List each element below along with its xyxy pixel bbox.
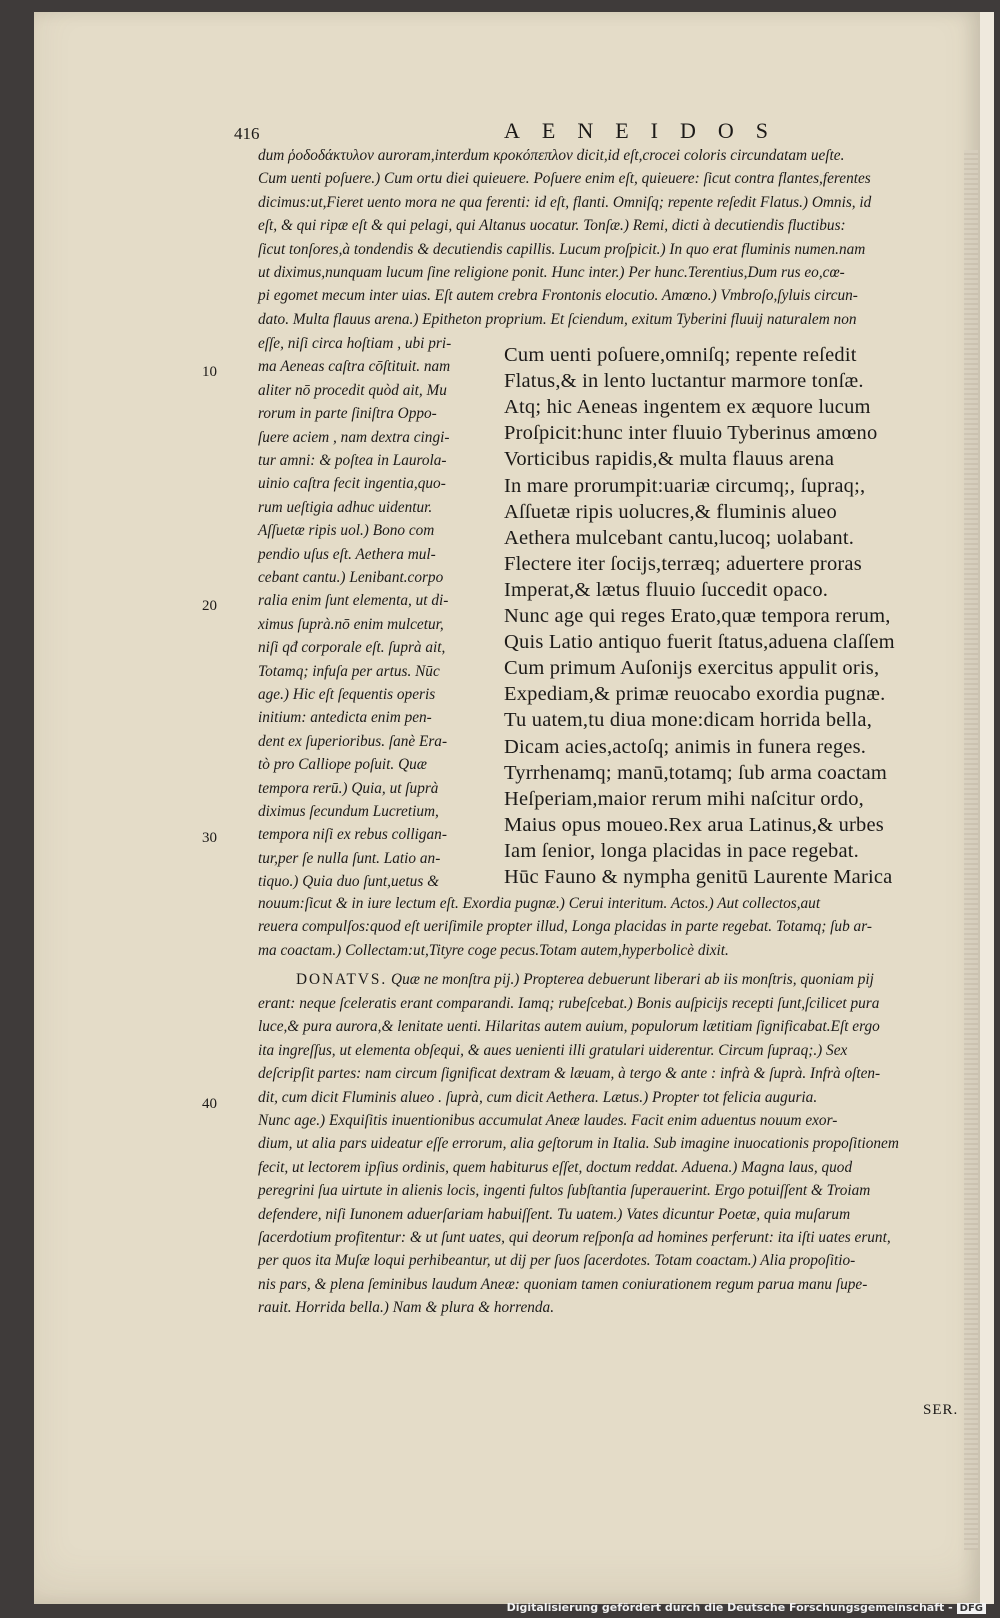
verse-line: Quis Latio antiquo fuerit ſtatus,aduena claſſem: [504, 631, 895, 654]
commentary-line: per quos ita Muſæ loqui perhibeantur, ut dij per ſuos ſacerdotes. Totam coactam.) Alia propoſitio-: [258, 1252, 856, 1270]
verse-line: Flatus,& in lento luctantur marmore tonſæ.: [504, 370, 864, 393]
verse-line: Maius opus moueo.Rex arua Latinus,& urbes: [504, 813, 884, 836]
commentary-line: Aſſuetæ ripis uol.) Bono com: [258, 522, 435, 540]
commentary-line: age.) Hic eſt ſequentis operis: [258, 686, 436, 703]
commentary-line: ralia enim ſunt elementa, ut di-: [258, 592, 449, 610]
verse-line: Nunc age qui reges Erato,quæ tempora rerum,: [504, 605, 891, 627]
commentary-line: cebant cantu.) Lenibant.corpo: [258, 569, 444, 586]
verse-line: Proſpicit:hunc inter fluuio Tyberinus amœno: [504, 422, 878, 445]
commentary-line: ut diximus,nunquam lucum ſine religione ponit. Hunc inter.) Per hunc.Terentius,Dum rus eo,cœ-: [258, 264, 845, 281]
commentary-line: tempora rerū.) Quia, ut ſuprà: [258, 779, 439, 797]
verse-line: Tu uatem,tu diua mone:dicam horrida bella,: [504, 709, 873, 732]
catchword: SER.: [923, 1402, 959, 1418]
commentary-line: nouum:ſicut & in iure lectum eſt. Exordia pugnæ.) Cerui interitum. Actos.) Aut collectos,aut: [258, 895, 821, 912]
verse-line: Aſſuetæ ripis uolucres,& fluminis alueo: [504, 500, 837, 523]
donatus-line: [296, 968, 874, 992]
donatus-first-text: Quæ ne monſtra pij.) Propterea debuerunt liberari ab iis monſtris, quoniam pij: [391, 971, 874, 988]
verse-line: Hūc Fauno & nympha genitū Laurente Marica: [504, 866, 893, 888]
verse-line: Dicam acies,actoſq; animis in funera reges.: [504, 735, 867, 758]
commentary-line: rorum in parte ſiniſtra Oppo-: [258, 405, 437, 423]
donatus-label: DONATVS.: [296, 971, 388, 988]
commentary-line: niſi qđ corporale eſt. ſuprà ait,: [258, 639, 446, 657]
commentary-line: dato. Multa flauus arena.) Epitheton proprium. Et ſciendum, exitum Tyberini fluuij naturalem non: [258, 310, 857, 328]
verse-line: Iam ſenior, longa placidas in pace regebat.: [504, 839, 859, 862]
commentary-line: eſſe, niſi circa hoſtiam , ubi pri-: [258, 335, 452, 352]
commentary-line: dium, ut alia pars uideatur eſſe errorum, alia geſtorum in Italia. Sub imagine inuocationis propoſitionem: [258, 1135, 899, 1153]
commentary-line: eſt, & qui ripæ eſt & qui pelagi, qui Altanus uocatur. Tonſæ.) Remi, dicti à decutiendis fluctibus:: [258, 217, 846, 235]
commentary-line: fecit, ut lectorem ipſius ordinis, quem habiturus eſſet, doctum reddat. Aduena.) Magna laus, quod: [258, 1158, 853, 1176]
line-number-30: 30: [202, 830, 217, 846]
commentary-line: dent ex ſuperioribus. ſanè Era-: [258, 732, 448, 750]
commentary-line: ita ingreſſus, ut elementa obſequi, & aues uenienti illi gratulari uiderentur. Circum ſupraq;.) Sex: [258, 1041, 848, 1059]
verse-line: In mare prorumpit:uariæ circumq;, ſupraq;,: [504, 474, 866, 497]
commentary-line: Totamq; infuſa per artus. Nūc: [258, 662, 440, 680]
running-head: AENEIDOS: [504, 118, 790, 143]
commentary-line: tempora niſi ex rebus colligan-: [258, 826, 447, 844]
page-number: 416: [234, 124, 260, 143]
commentary-line: ſuere aciem , nam dextra cingi-: [258, 428, 450, 446]
verse-line: Expediam,& primæ reuocabo exordia pugnæ.: [504, 683, 886, 706]
verse-line: Imperat,& lætus fluuio ſuccedit opaco.: [504, 578, 829, 601]
commentary-line: reuera compulſos:quod eſt ueriſimile propter illud, Longa placidas in parte regebat. Totamq; ſub ar-: [258, 918, 872, 936]
commentary-line: initium: antedicta enim pen-: [258, 709, 432, 727]
commentary-line: nis pars, & plena ſeminibus laudum Aneæ: quoniam tamen coniurationem regum parua manu ſupe-: [258, 1275, 868, 1293]
commentary-line: dum ῥοδοδάκτυλον auroram,interdum κροκόπεπλον dicit,id eſt,crocei coloris circundatam ueſte.: [258, 147, 845, 164]
commentary-line: deſcripſit partes: nam circum ſignificat dextram & læuam, à tergo & ante : infrà & ſuprà. Infrà oſten-: [258, 1065, 881, 1083]
commentary-line: tò pro Calliope poſuit. Quæ: [258, 756, 427, 774]
commentary-line: dit, cum dicit Fluminis alueo . ſuprà, cum dicit Aethera. Lætus.) Propter tot felicia auguria.: [258, 1088, 818, 1106]
commentary-line: peregrini ſua uirtute in alienis locis, ingenti fultos ſubſtantia ſuperauerint. Ergo potuiſſent & Troiam: [258, 1182, 871, 1200]
commentary-line: ma Aeneas caſtra cōſtituit. nam: [258, 358, 451, 376]
page-edge: [964, 150, 978, 1550]
commentary-line: aliter nō procedit quòd ait, Mu: [258, 381, 447, 399]
commentary-line: luce,& pura aurora,& lenitate uenti. Hilaritas autem auium, populorum lætitiam ſignificabat.Eſt ergo: [258, 1018, 880, 1036]
commentary-line: pendio uſus eſt. Aethera mul-: [258, 545, 436, 563]
verse-line: Cum primum Auſonijs exercitus appulit oris,: [504, 657, 880, 680]
commentary-line: tiquo.) Quia duo ſunt,uetus &: [258, 873, 440, 891]
commentary-line: Nunc age.) Exquiſitis inuentionibus accumulat Aneæ laudes. Facit enim aduentus nouum exor-: [258, 1112, 838, 1129]
digitization-footer: [507, 1601, 986, 1614]
commentary-line: dicimus:ut,Fieret uento mora ne qua ferenti: id eſt, flanti. Omniſq; repente reſedit Flatus.) Omnis, id: [258, 193, 872, 211]
commentary-line: ma coactam.) Collectam:ut,Tityre coge pecus.Totam autem,hyperbolicè dixit.: [258, 941, 729, 959]
book-page: [34, 12, 994, 1604]
commentary-line: erant: neque ſceleratis erant comparandi. Iamq; rubeſcebat.) Bonis auſpicijs recepti ſunt,ſcilicet pura: [258, 995, 880, 1012]
commentary-line: pi egomet mecum inter uias. Eſt autem crebra Frontonis elocutio. Amœno.) Vmbroſo,ſyluis circun-: [258, 287, 858, 305]
verse-line: Aethera mulcebant cantu,lucoq; uolabant.: [504, 526, 855, 549]
verse-line: Cum uenti poſuere,omniſq; repente reſedit: [504, 344, 857, 366]
commentary-line: rauit. Horrida bella.) Nam & plura & horrenda.: [258, 1299, 555, 1317]
verse-line: Heſperiam,maior rerum mihi naſcitur ordo,: [504, 787, 865, 810]
verse-line: Vorticibus rapidis,& multa flauus arena: [504, 448, 835, 471]
line-number-10: 10: [202, 364, 217, 380]
commentary-line: uinio caſtra fecit ingentia,quo-: [258, 475, 446, 493]
line-number-20: 20: [202, 598, 217, 614]
dfg-logo: DFG: [957, 1603, 986, 1614]
commentary-line: diximus ſecundum Lucretium,: [258, 803, 439, 820]
line-number-40: 40: [202, 1096, 217, 1112]
commentary-line: ximus ſuprà.nō enim mulcetur,: [258, 615, 444, 633]
commentary-line: ſacerdotium profitentur: & ut ſunt uates, qui deorum reſponſa ad homines perferunt: ita iſti uates erunt,: [258, 1229, 891, 1246]
commentary-line: ſicut tonſores,à tondendis & decutiendis capillis. Lucum proſpicit.) In quo erat fluminis numen.nam: [258, 240, 866, 258]
commentary-line: defendere, niſi Iunonem aduerſariam habuiſſent. Tu uatem.) Vates dicuntur Poetæ, quia muſarum: [258, 1205, 851, 1223]
commentary-line: tur,per ſe nulla ſunt. Latio an-: [258, 849, 441, 867]
commentary-line: rum ueſtigia adhuc uidentur.: [258, 498, 433, 516]
verse-line: Tyrrhenamq; manū,totamq; ſub arma coactam: [504, 761, 888, 784]
commentary-line: Cum uenti poſuere.) Cum ortu diei quieuere. Poſuere enim eſt, quieuere: ſicut contra flantes,ferentes: [258, 170, 871, 188]
commentary-line: tur amni: & poſtea in Laurola-: [258, 452, 447, 469]
verse-line: Atq; hic Aeneas ingentem ex æquore lucum: [504, 396, 871, 419]
verse-line: Flectere iter ſocijs,terræq; aduertere proras: [504, 552, 862, 575]
footer-text: Digitalisierung gefördert durch die Deutsche Forschungsgemeinschaft -: [506, 1601, 953, 1614]
